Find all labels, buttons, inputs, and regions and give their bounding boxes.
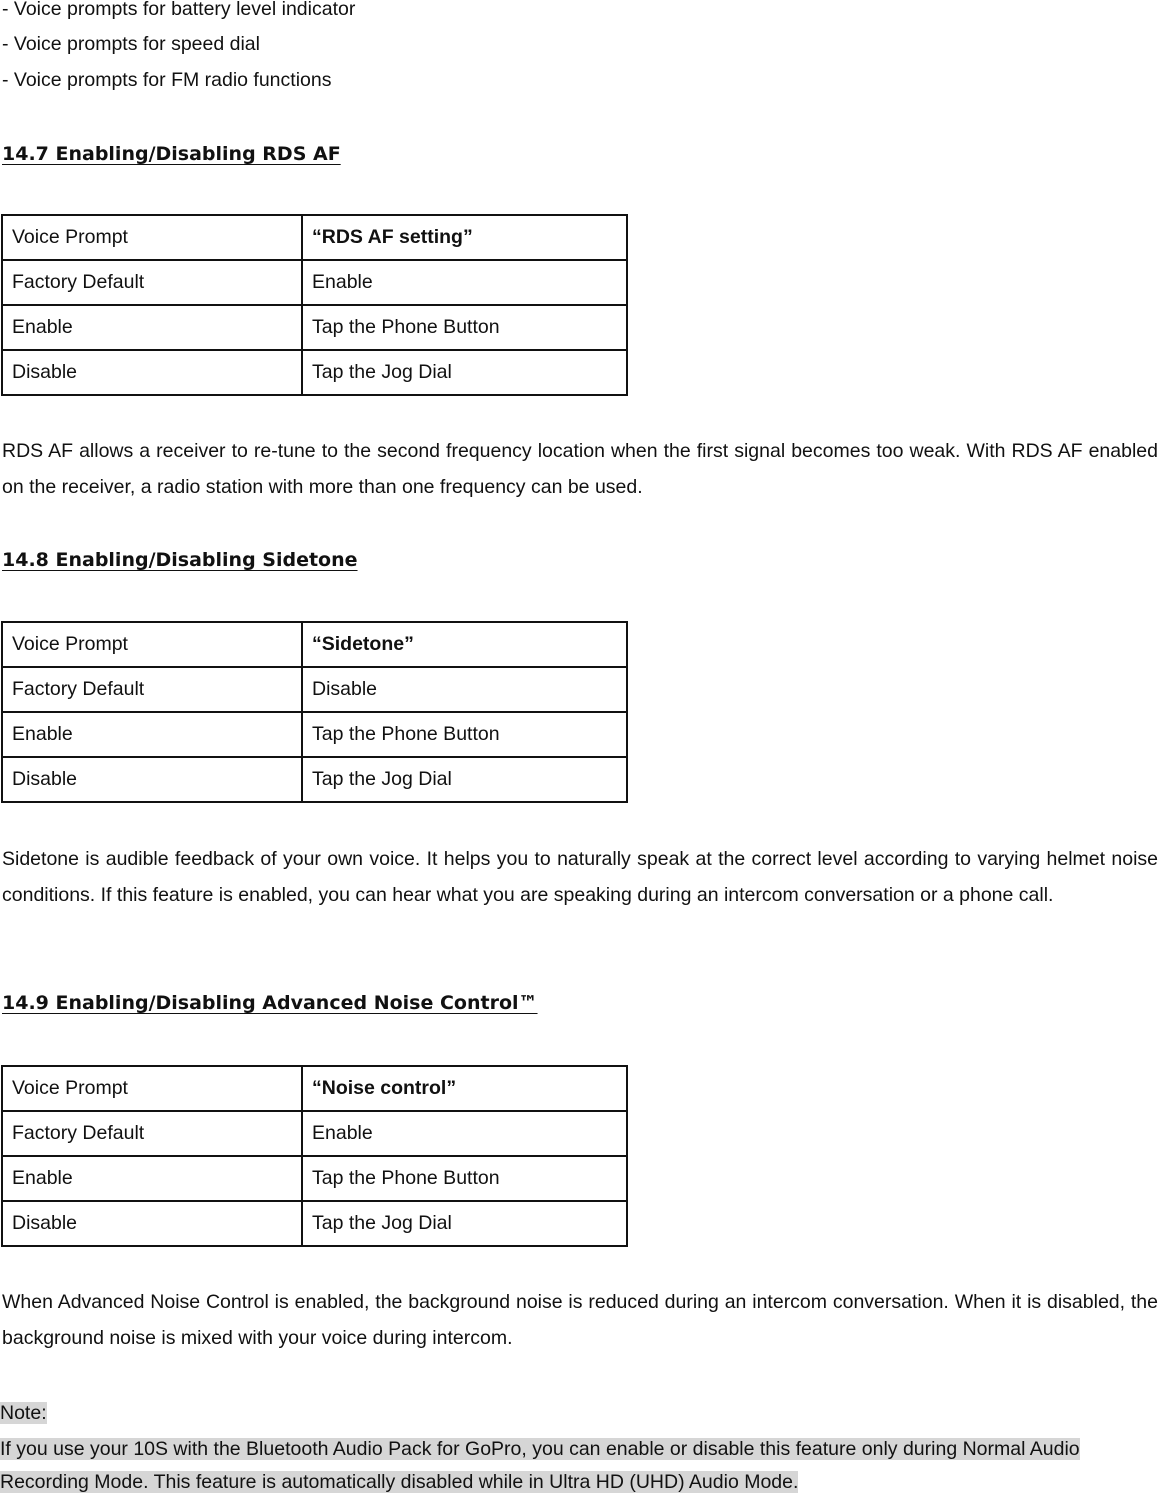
table-cell: Tap the Phone Button [302, 712, 627, 757]
table-row [2, 1156, 627, 1201]
rds-af-description: RDS AF allows a receiver to re-tune to the second frequency location when the first signal becomes too weak. With RDS AF enabled on the receiver, a radio station with more than one frequency can be used. [2, 440, 1158, 498]
table-cell: Enable [2, 1156, 302, 1201]
table-cell: Tap the Jog Dial [302, 757, 627, 802]
bullet-speed-dial: - Voice prompts for speed dial [2, 33, 260, 55]
table-cell: Tap the Jog Dial [302, 1201, 627, 1246]
section-heading-sidetone: 14.8 Enabling/Disabling Sidetone [2, 549, 358, 571]
table-cell: Disable [302, 667, 627, 712]
table-cell: Voice Prompt [2, 1066, 302, 1111]
table-cell: Enable [302, 260, 627, 305]
rds-af-table [1, 214, 628, 396]
table-row [2, 757, 627, 802]
table-cell: Enable [302, 1111, 627, 1156]
table-cell: Factory Default [2, 260, 302, 305]
note-label: Note: [0, 1402, 47, 1424]
table-cell: “Sidetone” [302, 622, 627, 667]
sidetone-description: Sidetone is audible feedback of your own voice. It helps you to naturally speak at the correct level according to varying helmet noise conditions. If this feature is enabled, you can hear what you are speaking during an intercom conversation or a phone call. [2, 848, 1158, 906]
noise-control-description: When Advanced Noise Control is enabled, the background noise is reduced during an intercom conversation. When it is disabled, the background noise is mixed with your voice during intercom. [2, 1291, 1158, 1349]
noise-control-table [1, 1065, 628, 1247]
table-row [2, 350, 627, 395]
table-cell: Enable [2, 712, 302, 757]
table-cell: Disable [2, 757, 302, 802]
table-row [2, 1201, 627, 1246]
table-cell: Disable [2, 350, 302, 395]
sidetone-table [1, 621, 628, 803]
table-row [2, 260, 627, 305]
table-row [2, 305, 627, 350]
table-cell: Disable [2, 1201, 302, 1246]
note-line-1: If you use your 10S with the Bluetooth Audio Pack for GoPro, you can enable or disable this feature only during Normal Audio [0, 1438, 1080, 1460]
table-cell: Voice Prompt [2, 215, 302, 260]
table-cell: “Noise control” [302, 1066, 627, 1111]
table-cell: Factory Default [2, 667, 302, 712]
table-row [2, 1066, 627, 1111]
table-cell: Tap the Phone Button [302, 1156, 627, 1201]
table-row [2, 667, 627, 712]
bullet-battery: - Voice prompts for battery level indicator [2, 0, 356, 20]
table-cell: Tap the Phone Button [302, 305, 627, 350]
note-line-2: Recording Mode. This feature is automatically disabled while in Ultra HD (UHD) Audio Mode. [0, 1471, 799, 1493]
table-row [2, 712, 627, 757]
table-cell: Voice Prompt [2, 622, 302, 667]
table-cell: Enable [2, 305, 302, 350]
section-heading-noise-control: 14.9 Enabling/Disabling Advanced Noise Control™ [2, 992, 538, 1014]
table-cell: Tap the Jog Dial [302, 350, 627, 395]
table-row [2, 622, 627, 667]
section-heading-rds-af: 14.7 Enabling/Disabling RDS AF [2, 143, 341, 165]
table-row [2, 215, 627, 260]
table-row [2, 1111, 627, 1156]
table-cell: Factory Default [2, 1111, 302, 1156]
table-cell: “RDS AF setting” [302, 215, 627, 260]
bullet-fm-radio: - Voice prompts for FM radio functions [2, 69, 332, 91]
